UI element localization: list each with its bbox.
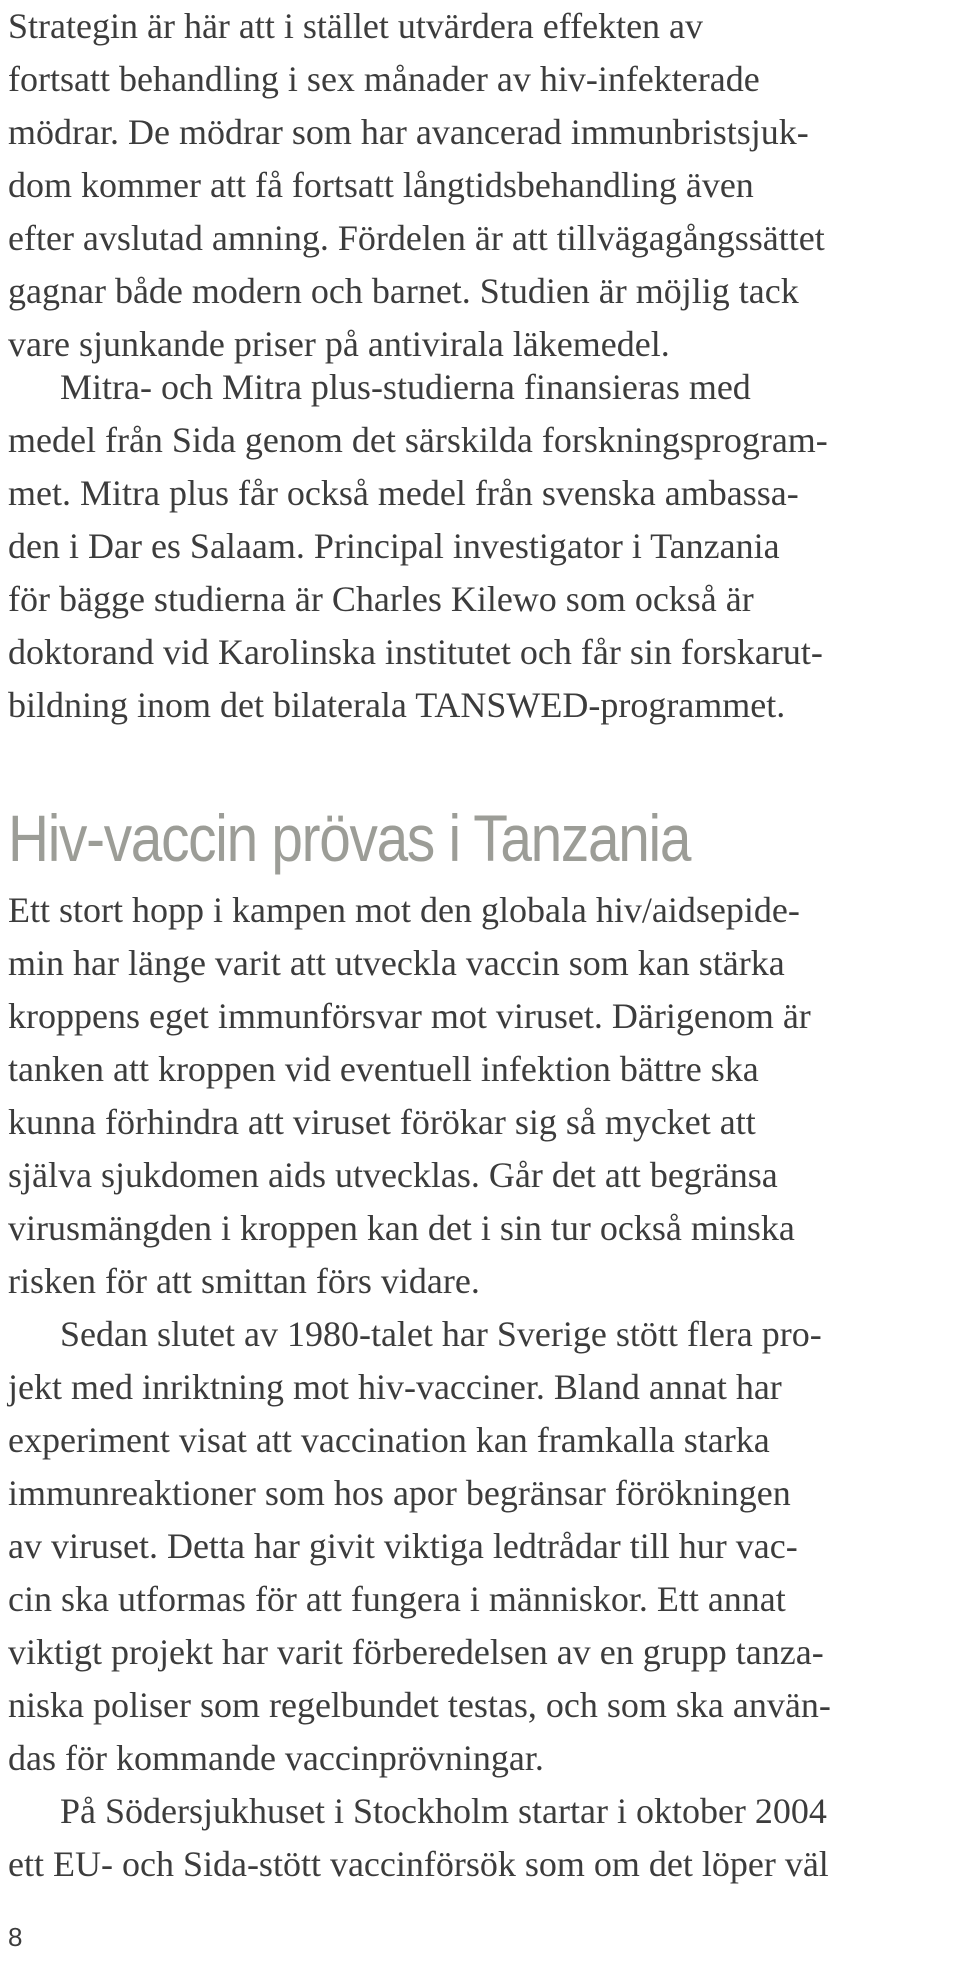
text-line: das för kommande vaccinprövningar. — [8, 1738, 544, 1778]
text-line: av viruset. Detta har givit viktiga ledtrådar till hur vac- — [8, 1526, 798, 1566]
text-line: viktigt projekt har varit förberedelsen av en grupp tanza- — [8, 1632, 824, 1672]
text-line: virusmängden i kroppen kan det i sin tur också minska — [8, 1208, 795, 1248]
text-line: jekt med inriktning mot hiv-vacciner. Bland annat har — [8, 1367, 782, 1407]
text-line: kroppens eget immunförsvar mot viruset. Därigenom är — [8, 996, 811, 1036]
paragraph-funding — [8, 361, 960, 732]
text-line: met. Mitra plus får också medel från svenska ambassa- — [8, 473, 799, 513]
text-line: efter avslutad amning. Fördelen är att tillvägagångssättet — [8, 218, 825, 258]
text-line: gagnar både modern och barnet. Studien är möjlig tack — [8, 271, 799, 311]
text-line: tanken att kroppen vid eventuell infektion bättre ska — [8, 1049, 759, 1089]
text-line: immunreaktioner som hos apor begränsar förökningen — [8, 1473, 791, 1513]
text-line: ett EU- och Sida-stött vaccinförsök som om det löper väl — [8, 1844, 829, 1884]
text-line: kunna förhindra att viruset förökar sig så mycket att — [8, 1102, 756, 1142]
paragraph-sodersjukhuset — [8, 1785, 960, 1891]
text-line: själva sjukdomen aids utvecklas. Går det att begränsa — [8, 1155, 778, 1195]
text-line: niska poliser som regelbundet testas, och som ska använ- — [8, 1685, 831, 1725]
text-line: Mitra- och Mitra plus-studierna finansieras med — [60, 367, 751, 407]
text-line: den i Dar es Salaam. Principal investigator i Tanzania — [8, 526, 780, 566]
page-number: 8 — [8, 1922, 23, 1952]
text-line: fortsatt behandling i sex månader av hiv-infekterade — [8, 59, 760, 99]
text-line: På Södersjukhuset i Stockholm startar i oktober 2004 — [60, 1791, 827, 1831]
text-line: experiment visat att vaccination kan framkalla starka — [8, 1420, 770, 1460]
text-line: Ett stort hopp i kampen mot den globala hiv/aidsepide- — [8, 890, 800, 930]
text-line: risken för att smittan förs vidare. — [8, 1261, 480, 1301]
text-line: bildning inom det bilaterala TANSWED-programmet. — [8, 685, 786, 725]
text-line: dom kommer att få fortsatt långtidsbehandling även — [8, 165, 754, 205]
text-line: Sedan slutet av 1980-talet har Sverige stött flera pro- — [60, 1314, 822, 1354]
paragraph-sweden-support — [8, 1308, 960, 1785]
text-line: vare sjunkande priser på antivirala läkemedel. — [8, 324, 670, 364]
text-line: Strategin är här att i stället utvärdera effekten av — [8, 6, 704, 46]
text-line: mödrar. De mödrar som har avancerad immunbristsjuk- — [8, 112, 809, 152]
paragraph-vaccin-hope — [8, 884, 960, 1308]
text-line: min har länge varit att utveckla vaccin som kan stärka — [8, 943, 785, 983]
text-line: för bägge studierna är Charles Kilewo som också är — [8, 579, 754, 619]
text-line: medel från Sida genom det särskilda forskningsprogram- — [8, 420, 828, 460]
paragraph-strategy — [8, 0, 960, 371]
text-line: cin ska utformas för att fungera i människor. Ett annat — [8, 1579, 786, 1619]
text-line: doktorand vid Karolinska institutet och får sin forskarut- — [8, 632, 823, 672]
section-heading: Hiv-vaccin prövas i Tanzania — [8, 801, 691, 875]
